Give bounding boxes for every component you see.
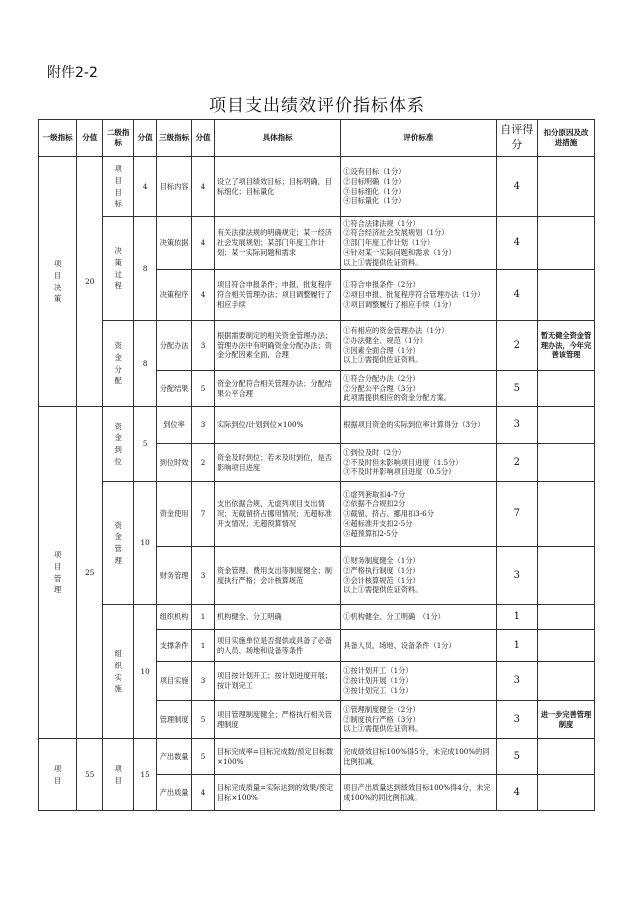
lvl3-score: 3 — [192, 321, 215, 371]
note-cell: 进一步完善管理制度 — [537, 701, 594, 739]
lvl1-score: 55 — [77, 739, 103, 811]
self-score: 7 — [496, 482, 537, 547]
lvl1-score: 25 — [77, 407, 103, 739]
lvl3-cell: 决策依据 — [156, 217, 191, 270]
lvl2-score: 8 — [134, 217, 157, 321]
lvl1-cell: 项目 — [39, 739, 77, 811]
lvl1-score: 20 — [77, 157, 103, 407]
criteria-cell: ①虚列套取扣4-7分 ②依据不合规扣2分 ③截留、挤占、挪用扣3-6分 ④超标准开支扣2-5分 ⑤超预算扣2-5分 — [341, 482, 496, 547]
lvl3-cell: 产出质量 — [156, 775, 191, 811]
page-title: 项目支出绩效评价指标体系 — [209, 96, 425, 116]
lvl3-cell: 分配办法 — [156, 321, 191, 371]
header-row — [39, 120, 595, 157]
lvl2-cell: 组织实施 — [103, 605, 134, 739]
header-cell: 分值 — [192, 120, 215, 157]
criteria-cell: ①有相应的资金管理办法（1分） ②办法健全、规范（1分） ③因素全面合理（1分） 以上①需提供佐证资料。 — [341, 321, 496, 371]
self-score: 1 — [496, 630, 537, 662]
criteria-cell: 完成绩效目标100%得5分，未完成100%的同比例扣减。 — [341, 739, 496, 775]
self-score: 5 — [496, 739, 537, 775]
detail-cell: 项目符合申报条件；申报、批复程序符合相关管理办法；项目调整履行了相应手续 — [214, 270, 340, 321]
detail-cell: 项目按计划开工；按计划进度开展；按计划完工 — [214, 662, 340, 701]
table-row — [39, 605, 595, 630]
criteria-cell: ①管理制度健全（2分） ②制度执行严格（3分） 以上①需提供佐证资料。 — [341, 701, 496, 739]
lvl3-cell: 资金使用 — [156, 482, 191, 547]
lvl2-cell: 项目 — [103, 739, 134, 811]
lvl3-cell: 目标内容 — [156, 157, 191, 217]
note-cell — [537, 739, 594, 775]
lvl3-cell: 决策程序 — [156, 270, 191, 321]
note-cell — [537, 157, 594, 217]
criteria-cell: ①符合申报条件（2分） ②项目申报、批复程序符合管理办法（1分） ③项目调整履行了相应手续（1分） — [341, 270, 496, 321]
detail-cell: 支出依据合规，无虚列项目支出情况；无截留挤占挪用情况；无超标准开支情况；无超预算情况 — [214, 482, 340, 547]
lvl3-score: 5 — [192, 701, 215, 739]
lvl3-score: 4 — [192, 217, 215, 270]
header-cell: 扣分原因及改进措施 — [537, 120, 594, 157]
detail-cell: 资金及时到位；若未及时到位，是否影响项目进度 — [214, 444, 340, 482]
lvl3-score: 7 — [192, 482, 215, 547]
self-score: 5 — [496, 371, 537, 407]
lvl3-score: 4 — [192, 157, 215, 217]
header-cell: 分值 — [134, 120, 157, 157]
lvl2-cell: 项目目标 — [103, 157, 134, 217]
detail-cell: 目标完成率=目标完成数/预定目标数×100% — [214, 739, 340, 775]
criteria-cell: ①到位及时（2分） ②不及时但未影响项目进度（1.5分） ③不及时并影响项目进度（0.5分） — [341, 444, 496, 482]
header-cell: 具体指标 — [214, 120, 340, 157]
self-score: 3 — [496, 407, 537, 444]
indicator-table — [38, 119, 595, 811]
criteria-cell: 具备人员、场地、设备条件（1分） — [341, 630, 496, 662]
header-cell: 评价标准 — [341, 120, 496, 157]
lvl3-cell: 到位时效 — [156, 444, 191, 482]
lvl3-score: 4 — [192, 775, 215, 811]
note-cell — [537, 547, 594, 605]
table-row — [39, 217, 595, 270]
lvl3-score: 4 — [192, 270, 215, 321]
table-row — [39, 407, 595, 444]
lvl3-score: 1 — [192, 630, 215, 662]
lvl2-cell: 资金管理 — [103, 482, 134, 605]
table-row — [39, 482, 595, 547]
lvl2-score: 4 — [134, 157, 157, 217]
detail-cell: 设立了项目绩效目标；目标明确，目标细化；目标量化 — [214, 157, 340, 217]
detail-cell: 实际到位/计划到位×100% — [214, 407, 340, 444]
self-score: 2 — [496, 321, 537, 371]
lvl2-score: 10 — [134, 605, 157, 739]
lvl1-cell: 项目管理 — [39, 407, 77, 739]
table-row — [39, 157, 595, 217]
lvl2-score: 15 — [134, 739, 157, 811]
note-cell — [537, 630, 594, 662]
detail-cell: 项目管理制度健全；严格执行相关管理制度 — [214, 701, 340, 739]
note-cell — [537, 662, 594, 701]
lvl3-cell: 管理制度 — [156, 701, 191, 739]
header-cell: 二级指标 — [103, 120, 134, 157]
lvl3-score: 3 — [192, 407, 215, 444]
lvl2-score: 5 — [134, 407, 157, 482]
self-score: 3 — [496, 701, 537, 739]
lvl2-score: 10 — [134, 482, 157, 605]
lvl2-cell: 决策过程 — [103, 217, 134, 321]
detail-cell: 机构健全、分工明确 — [214, 605, 340, 630]
self-score: 4 — [496, 270, 537, 321]
lvl3-score: 3 — [192, 662, 215, 701]
attachment-label: 附件2-2 — [47, 65, 98, 81]
self-score: 4 — [496, 157, 537, 217]
detail-cell: 项目实施单位是否提供或具备了必备的人员、场地和设备等条件 — [214, 630, 340, 662]
lvl3-cell: 支撑条件 — [156, 630, 191, 662]
note-cell — [537, 217, 594, 270]
lvl3-cell: 组织机构 — [156, 605, 191, 630]
criteria-cell: 项目产出质量达到绩效目标100%得4分，未完成100%的同比例扣减。 — [341, 775, 496, 811]
lvl3-score: 5 — [192, 371, 215, 407]
lvl2-cell: 资金分配 — [103, 321, 134, 407]
detail-cell: 资金管理、费用支出等制度健全；制度执行严格；会计核算规范 — [214, 547, 340, 605]
lvl3-score: 3 — [192, 547, 215, 605]
lvl3-score: 2 — [192, 444, 215, 482]
lvl3-cell: 财务管理 — [156, 547, 191, 605]
note-cell — [537, 407, 594, 444]
note-cell — [537, 270, 594, 321]
lvl3-cell: 项目实施 — [156, 662, 191, 701]
self-score: 1 — [496, 605, 537, 630]
header-cell: 三级指标 — [156, 120, 191, 157]
criteria-cell: ①符合法律法规（1分） ②符合经济社会发展规划（1分） ③部门年度工作计划（1分） ④针对某一实际问题和需求（1分） 以上①需提供佐证资料。 — [341, 217, 496, 270]
detail-cell: 目标完成质量=实际达到的效果/预定目标×100% — [214, 775, 340, 811]
header-cell: 分值 — [77, 120, 103, 157]
header-cell: 一级指标 — [39, 120, 77, 157]
note-cell — [537, 371, 594, 407]
self-score: 3 — [496, 662, 537, 701]
lvl2-score: 8 — [134, 321, 157, 407]
self-score: 4 — [496, 217, 537, 270]
detail-cell: 根据需要制定的相关资金管理办法；管理办法中有明确资金分配办法；资金分配因素全面，合理 — [214, 321, 340, 371]
criteria-cell: 根据项目资金的实际到位率计算得分（3分） — [341, 407, 496, 444]
lvl3-cell: 到位率 — [156, 407, 191, 444]
lvl3-cell: 产出数量 — [156, 739, 191, 775]
note-cell: 暂无健全资金管理办法，今年完善该管理 — [537, 321, 594, 371]
lvl1-cell: 项目决策 — [39, 157, 77, 407]
self-score: 2 — [496, 444, 537, 482]
note-cell — [537, 605, 594, 630]
criteria-cell: ①按计划开工（1分） ②按计划开展（1分） ③按计划完工（1分） — [341, 662, 496, 701]
detail-cell: 有关法律法规的明确规定；某一经济社会发展规划；某部门年度工作计划；某一实际问题和需求 — [214, 217, 340, 270]
lvl3-score: 5 — [192, 739, 215, 775]
criteria-cell: ①财务制度健全（1分） ②严格执行制度（1分） ③会计核算规范（1分） 以上①需提供佐证资料。 — [341, 547, 496, 605]
note-cell — [537, 775, 594, 811]
note-cell — [537, 444, 594, 482]
table-row — [39, 321, 595, 371]
detail-cell: 资金分配符合相关管理办法；分配结果公平合理 — [214, 371, 340, 407]
header-cell: 自评得分 — [496, 120, 537, 157]
lvl3-cell: 分配结果 — [156, 371, 191, 407]
table-row — [39, 739, 595, 775]
criteria-cell: ①机构健全、分工明确 （1分） — [341, 605, 496, 630]
self-score: 4 — [496, 775, 537, 811]
lvl3-score: 1 — [192, 605, 215, 630]
criteria-cell: ①符合分配办法（2分） ②分配公平合理（3分） 此项需提供相应的资金分配方案。 — [341, 371, 496, 407]
criteria-cell: ①设有目标（1分） ②目标明确（1分） ③目标细化（1分） ④目标量化（1分） — [341, 157, 496, 217]
self-score: 3 — [496, 547, 537, 605]
lvl2-cell: 资金到位 — [103, 407, 134, 482]
note-cell — [537, 482, 594, 547]
